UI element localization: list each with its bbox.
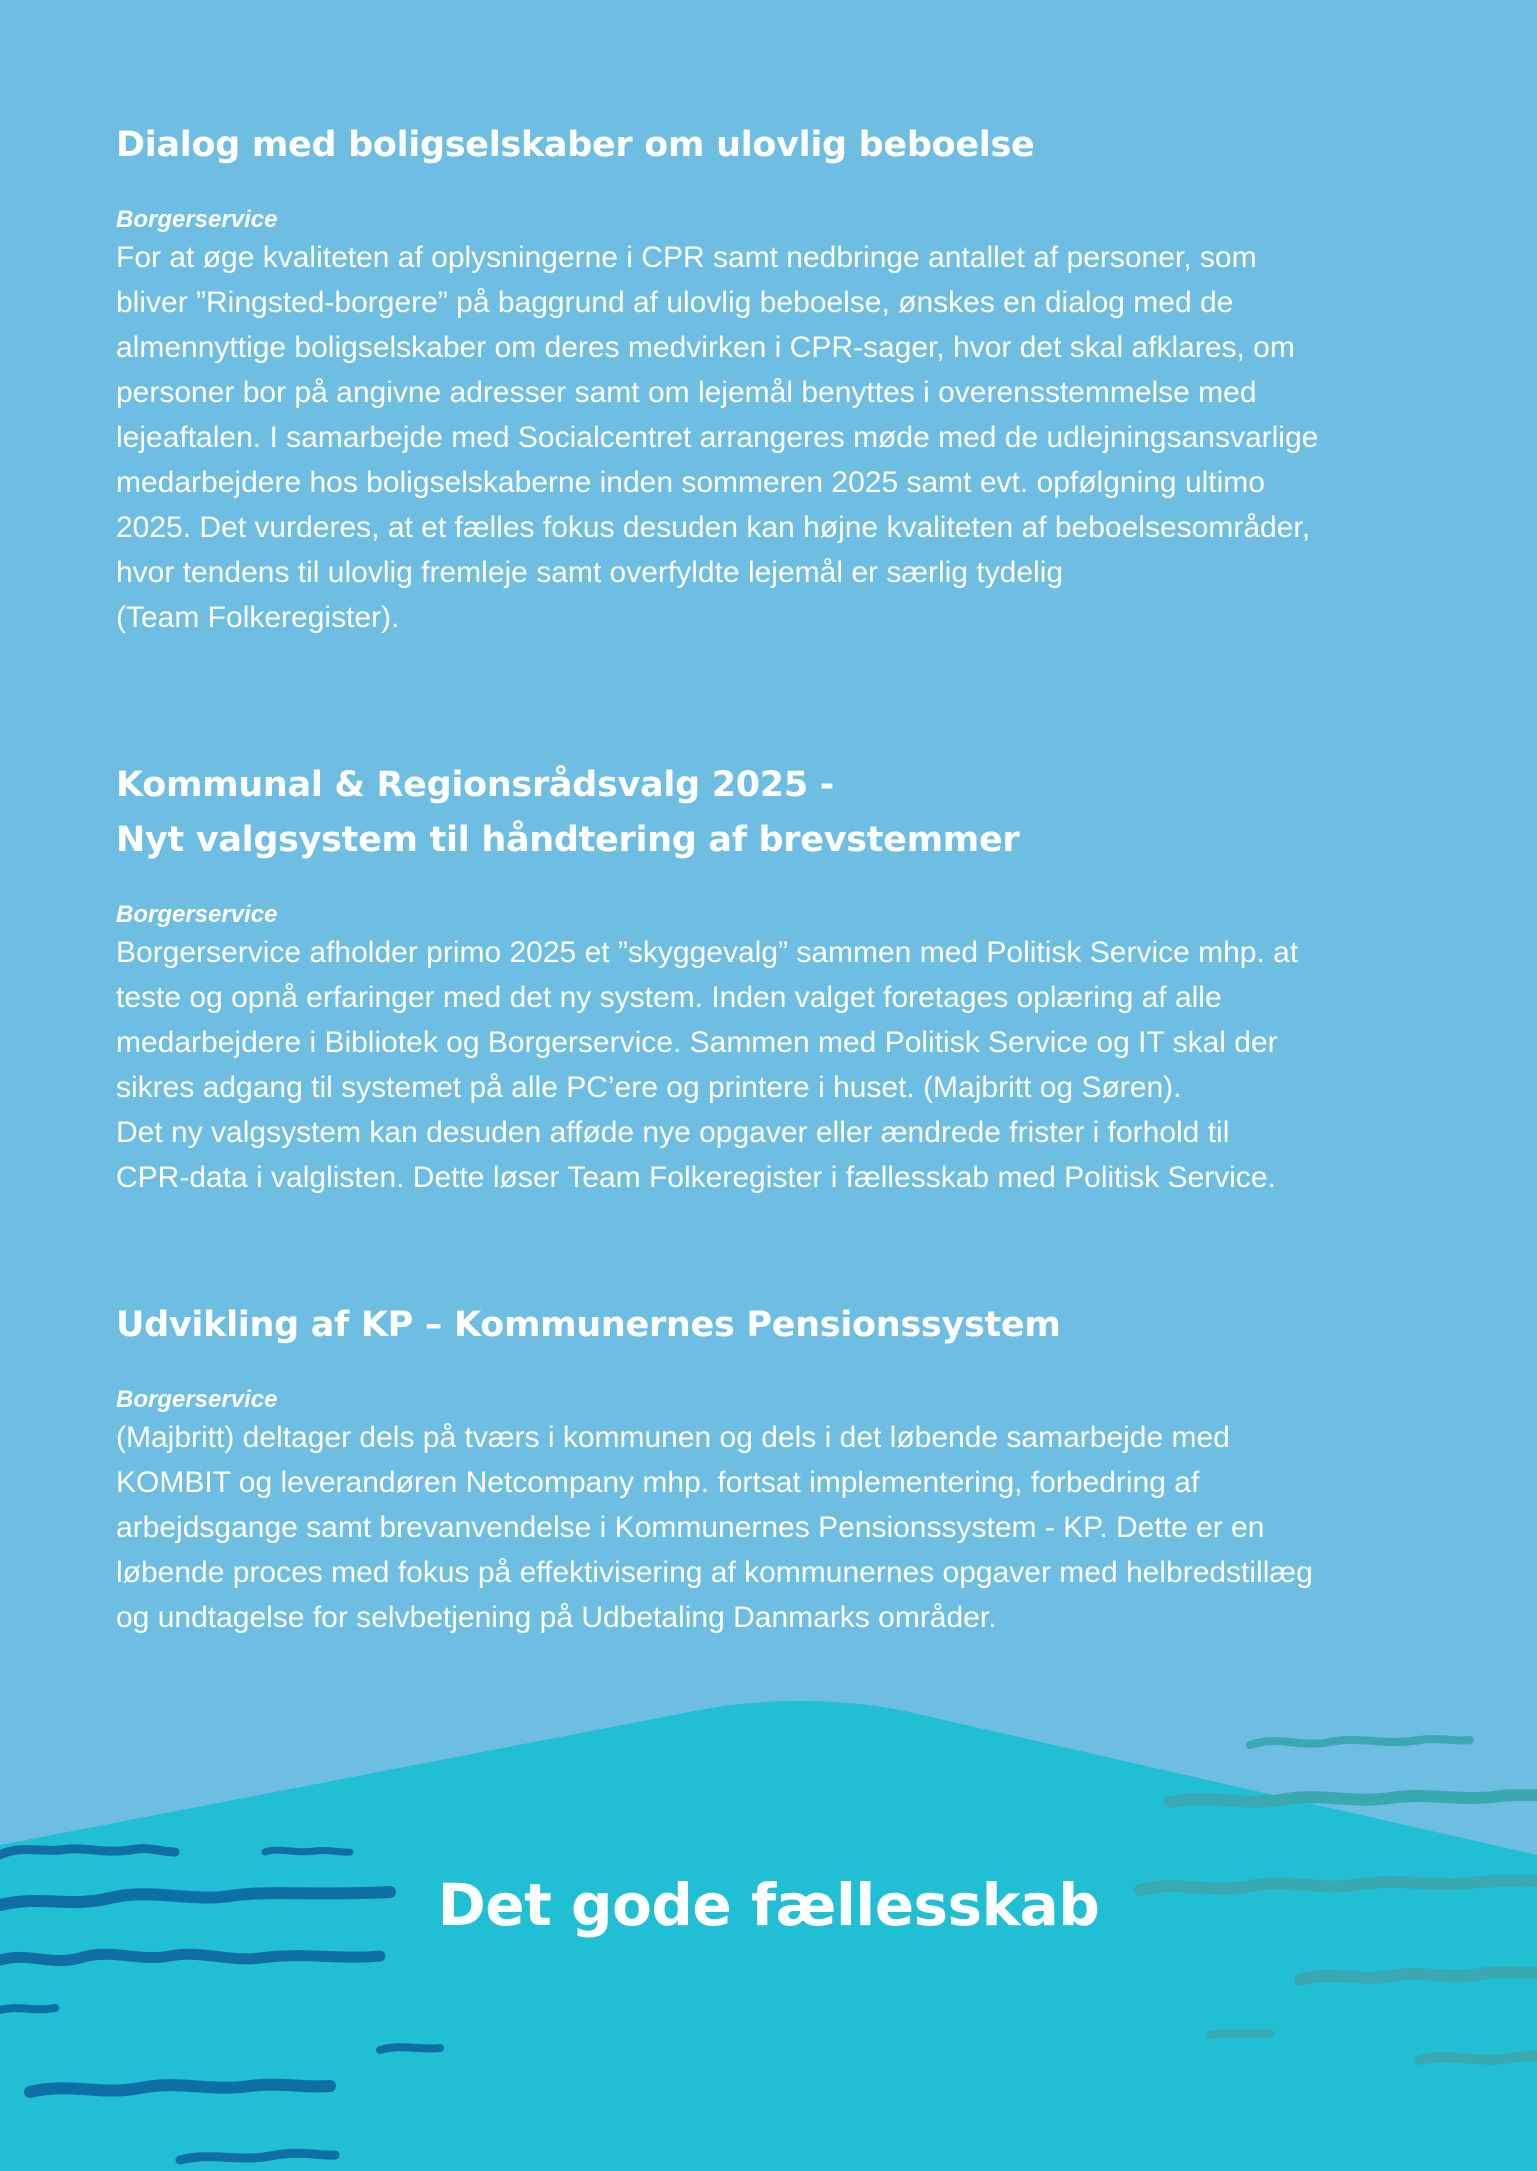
section-title-line: Kommunal & Regionsrådsvalg 2025 - [116,765,835,805]
footer-title: Det gode fællesskab [437,1871,1100,1939]
section-title [116,1298,1456,1353]
section-body [116,1415,1456,1640]
body-line: hvor tendens til ulovlig fremleje samt overfyldte lejemål er særlig tydelig [116,556,1064,589]
section-body [116,235,1456,640]
body-line: (Majbritt) deltager dels på tværs i kommunen og dels i det løbende samarbejde med [116,1421,1230,1454]
body-line: For at øge kvaliteten af oplysningerne i CPR samt nedbringe antallet af personer, som [116,241,1257,274]
body-line: CPR-data i valglisten. Dette løser Team Folkeregister i fællesskab med Politisk Service. [116,1161,1276,1194]
body-line: teste og opnå erfaringer med det ny system. Inden valget foretages oplæring af alle [116,981,1222,1014]
department-label: Borgerservice [116,901,278,928]
body-line: og undtagelse for selvbetjening på Udbetaling Danmarks områder. [116,1601,997,1634]
body-line: bliver ”Ringsted-borgere” på baggrund af ulovlig beboelse, ønskes en dialog med de [116,286,1234,319]
section-valg-2025 [116,758,1456,1200]
body-line: 2025. Det vurderes, at et fælles fokus desuden kan højne kvaliteten af beboelsesområder, [116,511,1311,544]
section-title-line: Nyt valgsystem til håndtering af brevstemmer [116,820,1020,860]
body-line: Borgerservice afholder primo 2025 et ”skyggevalg” sammen med Politisk Service mhp. at [116,936,1299,969]
section-boligselskaber [116,118,1456,640]
body-line: sikres adgang til systemet på alle PC’ere og printere i huset. (Majbritt og Søren). [116,1071,1182,1104]
body-line: personer bor på angivne adresser samt om lejemål benyttes i overensstemmelse med [116,376,1257,409]
body-line: (Team Folkeregister). [116,601,400,634]
body-line: arbejdsgange samt brevanvendelse i Kommunernes Pensionssystem - KP. Dette er en [116,1511,1265,1544]
body-line: lejeaftalen. I samarbejde med Socialcentret arrangeres møde med de udlejningsansvarlige [116,421,1319,454]
section-kp-pensionssystem [116,1298,1456,1640]
section-title [116,118,1456,173]
body-line: løbende proces med fokus på effektivisering af kommunernes opgaver med helbredstillæg [116,1556,1313,1589]
body-line: almennyttige boligselskaber om deres medvirken i CPR-sager, hvor det skal afklares, om [116,331,1295,364]
section-body [116,930,1456,1200]
body-line: Det ny valgsystem kan desuden afføde nye opgaver eller ændrede frister i forhold til [116,1116,1230,1149]
body-line: medarbejdere hos boligselskaberne inden sommeren 2025 samt evt. opfølgning ultimo [116,466,1265,499]
section-title [116,758,1456,868]
section-title-line: Dialog med boligselskaber om ulovlig beboelse [116,125,1035,165]
body-line: KOMBIT og leverandøren Netcompany mhp. fortsat implementering, forbedring af [116,1466,1200,1499]
body-line: medarbejdere i Bibliotek og Borgerservice. Sammen med Politisk Service og IT skal der [116,1026,1278,1059]
section-title-line: Udvikling af KP – Kommunernes Pensionssystem [116,1305,1061,1345]
department-label: Borgerservice [116,206,278,233]
department-label: Borgerservice [116,1386,278,1413]
